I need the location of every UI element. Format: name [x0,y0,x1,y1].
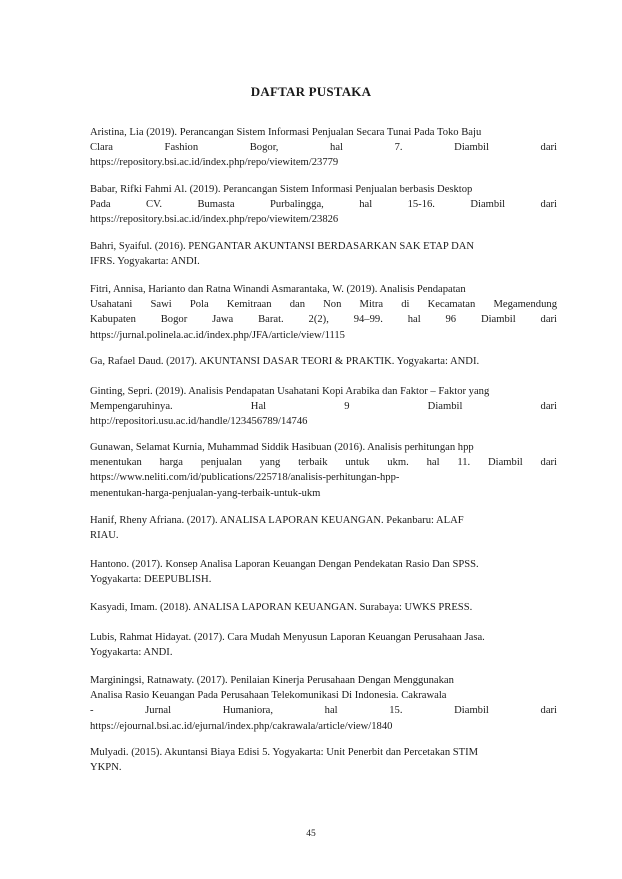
reference-url: https://repository.bsi.ac.id/index.php/repo/viewitem/23779 [90,157,339,169]
reference-line: Kabupaten Bogor Jawa Barat. 2(2), 94–99. hal 96 Diambil dari [90,314,557,326]
page-title: DAFTAR PUSTAKA [250,84,372,99]
reference-entry [90,513,557,543]
reference-line: Mulyadi. (2015). Akuntansi Biaya Edisi 5. Yogyakarta: Unit Penerbit dan Percetakan STIM [90,747,479,758]
reference-entry [90,182,557,228]
reference-url: https://repository.bsi.ac.id/index.php/repo/viewitem/23826 [90,214,339,226]
reference-entry [90,557,557,587]
reference-entry [90,630,557,660]
reference-line: Ginting, Sepri. (2019). Analisis Pendapatan Usahatani Kopi Arabika dan Faktor – Faktor yang [90,386,490,397]
reference-entry [90,282,557,343]
reference-line: Yogyakarta: DEEPUBLISH. [90,574,212,586]
reference-line: Bahri, Syaiful. (2016). PENGANTAR AKUNTANSI BERDASARKAN SAK ETAP DAN [90,241,475,252]
reference-line: Kasyadi, Imam. (2018). ANALISA LAPORAN KEUANGAN. Surabaya: UWKS PRESS. [90,602,473,613]
reference-line: Mempengaruhinya. Hal 9 Diambil dari [90,401,557,413]
reference-line: Pada CV. Bumasta Purbalingga, hal 15-16. Diambil dari [90,199,557,211]
reference-line: - Jurnal Humaniora, hal 15. Diambil dari [90,705,557,717]
reference-entry [90,239,557,269]
reference-line: Hantono. (2017). Konsep Analisa Laporan Keuangan Dengan Pendekatan Rasio Dan SPSS. [90,559,479,570]
reference-url: https://www.neliti.com/id/publications/225718/analisis-perhitungan-hpp- [90,472,400,484]
reference-line: Ga, Rafael Daud. (2017). AKUNTANSI DASAR TEORI & PRAKTIK. Yogyakarta: ANDI. [90,356,480,367]
reference-entry [90,745,557,775]
reference-line: Yogyakarta: ANDI. [90,647,173,659]
reference-line: RIAU. [90,530,119,542]
reference-url: https://jurnal.polinela.ac.id/index.php/JFA/article/view/1115 [90,329,345,341]
reference-line: IFRS. Yogyakarta: ANDI. [90,256,200,268]
reference-entry [90,354,557,369]
reference-url: menentukan-harga-penjualan-yang-terbaik-untuk-ukm [90,487,321,499]
reference-line: Fitri, Annisa, Harianto dan Ratna Winandi Asmarantaka, W. (2019). Analisis Pendapatan [90,284,466,295]
reference-entry [90,384,557,430]
reference-line: Hanif, Rheny Afriana. (2017). ANALISA LAPORAN KEUANGAN. Pekanbaru: ALAF [90,515,464,526]
reference-line: Usahatani Sawi Pola Kemitraan dan Non Mitra di Kecamatan Megamendung [90,299,557,311]
reference-entry [90,673,557,734]
reference-line: menentukan harga penjualan yang terbaik untuk ukm. hal 11. Diambil dari [90,457,557,469]
reference-line: Gunawan, Selamat Kurnia, Muhammad Siddik Hasibuan (2016). Analisis perhitungan hpp [90,442,474,453]
page-number: 45 [306,829,316,839]
reference-entry [90,600,557,615]
reference-url: https://ejournal.bsi.ac.id/ejurnal/index.php/cakrawala/article/view/1840 [90,720,393,732]
reference-line: Clara Fashion Bogor, hal 7. Diambil dari [90,142,557,154]
reference-line: YKPN. [90,762,122,774]
reference-entry [90,440,557,501]
reference-line: Babar, Rifki Fahmi Al. (2019). Perancangan Sistem Informasi Penjualan berbasis Desktop [90,184,473,195]
reference-line: Marginingsi, Ratnawaty. (2017). Penilaian Kinerja Perusahaan Dengan Menggunakan [90,675,454,686]
reference-entry [90,125,557,171]
reference-line: Lubis, Rahmat Hidayat. (2017). Cara Mudah Menyusun Laporan Keuangan Perusahaan Jasa. [90,632,485,643]
reference-line: Analisa Rasio Keuangan Pada Perusahaan Telekomunikasi Di Indonesia. Cakrawala [90,690,447,702]
reference-line: Aristina, Lia (2019). Perancangan Sistem Informasi Penjualan Secara Tunai Pada Toko Baju [90,127,482,138]
reference-url: http://repositori.usu.ac.id/handle/123456789/14746 [90,416,308,428]
